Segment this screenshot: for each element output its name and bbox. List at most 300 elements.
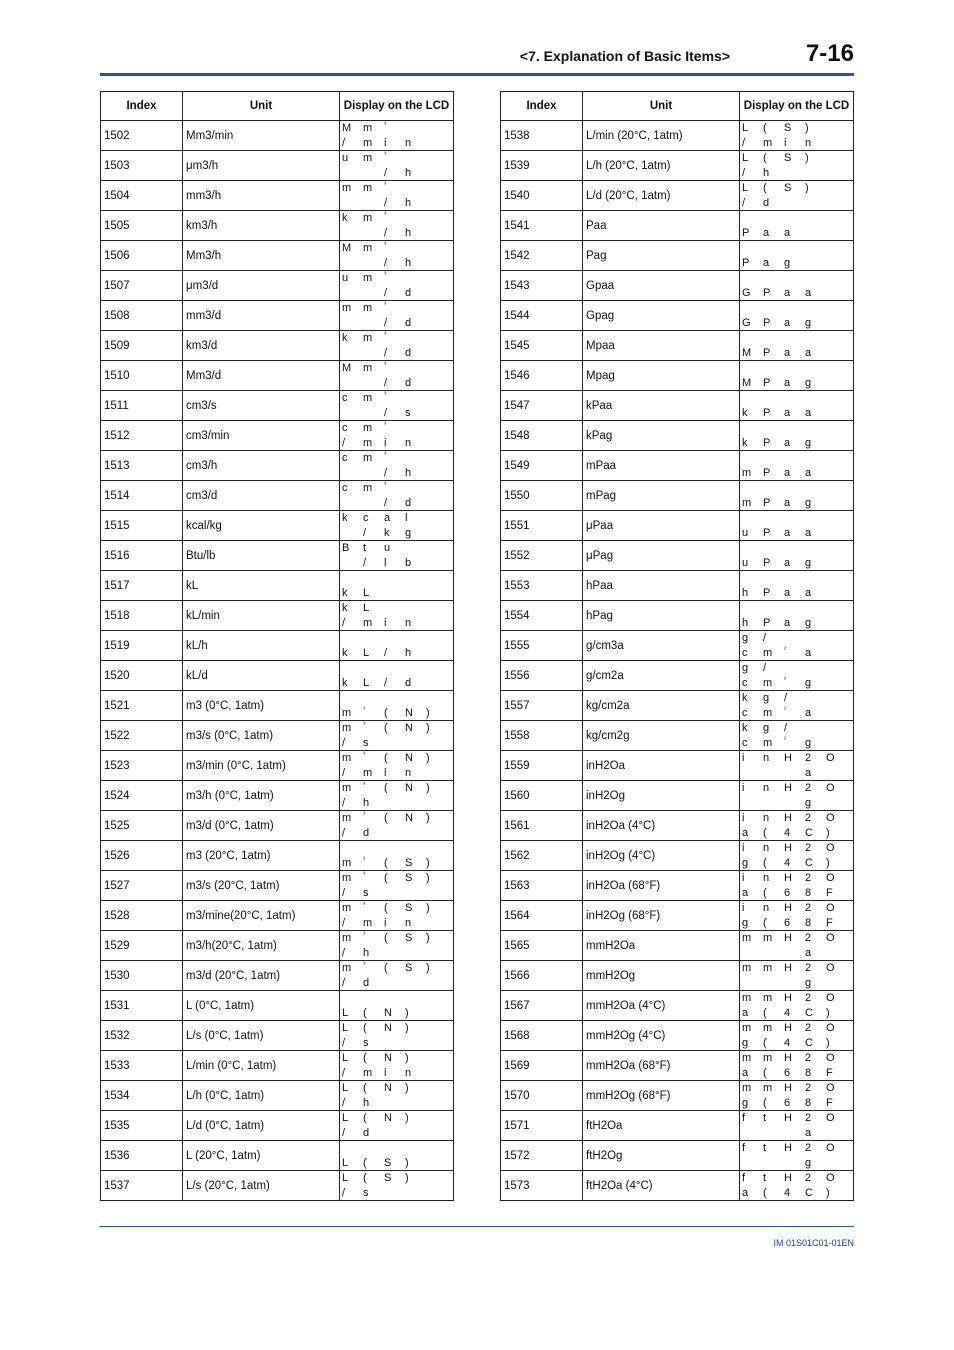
index-cell: 1520 bbox=[101, 661, 183, 691]
unit-cell: Paa bbox=[583, 211, 740, 241]
table-row bbox=[101, 841, 454, 871]
lcd-char: c bbox=[742, 706, 748, 719]
lcd-line bbox=[340, 181, 453, 196]
lcd-char: d bbox=[405, 286, 412, 299]
unit-table-left bbox=[100, 91, 454, 1201]
lcd-char bbox=[826, 736, 847, 751]
lcd-line bbox=[340, 421, 453, 436]
lcd-char: ( bbox=[384, 902, 388, 914]
lcd-char: k bbox=[342, 586, 348, 599]
lcd-char: i bbox=[384, 616, 387, 629]
table-row bbox=[501, 1051, 854, 1081]
lcd-char: 4 bbox=[784, 856, 791, 869]
table-row bbox=[501, 451, 854, 481]
lcd-line bbox=[340, 661, 453, 676]
lcd-char: C bbox=[805, 1006, 813, 1019]
lcd-display-cell bbox=[740, 511, 854, 541]
unit-cell: mmH2Oa (4°C) bbox=[583, 991, 740, 1021]
lcd-char bbox=[805, 661, 826, 676]
lcd-char bbox=[742, 946, 763, 961]
lcd-display-cell bbox=[740, 451, 854, 481]
table-row bbox=[101, 391, 454, 421]
lcd-display-cell bbox=[740, 871, 854, 901]
lcd-display-cell bbox=[340, 571, 454, 601]
lcd-char: F bbox=[826, 886, 833, 899]
lcd-char: 4 bbox=[784, 1186, 791, 1199]
index-cell: 1556 bbox=[501, 661, 583, 691]
lcd-char bbox=[763, 511, 784, 526]
lcd-char: 4 bbox=[784, 826, 791, 839]
lcd-char bbox=[763, 451, 784, 466]
lcd-char: C bbox=[805, 856, 813, 869]
lcd-char: n bbox=[763, 902, 770, 914]
lcd-char: u bbox=[342, 152, 349, 164]
lcd-char: g bbox=[742, 916, 749, 929]
unit-cell: m3 (0°C, 1atm) bbox=[183, 691, 340, 721]
lcd-display-cell bbox=[740, 721, 854, 751]
lcd-line bbox=[740, 316, 853, 331]
lcd-char: ³ bbox=[384, 362, 386, 368]
lcd-char: d bbox=[763, 196, 770, 209]
lcd-char: ) bbox=[426, 812, 430, 824]
lcd-char: L bbox=[342, 1082, 349, 1094]
lcd-char: c bbox=[342, 422, 348, 434]
lcd-display-cell bbox=[340, 1021, 454, 1051]
lcd-line bbox=[340, 601, 453, 616]
lcd-char: m bbox=[342, 722, 352, 734]
table-row bbox=[501, 631, 854, 661]
lcd-char bbox=[342, 691, 363, 706]
lcd-char bbox=[384, 946, 405, 961]
index-cell: 1516 bbox=[101, 541, 183, 571]
lcd-char bbox=[342, 316, 363, 331]
lcd-line bbox=[740, 841, 853, 856]
lcd-char: g bbox=[405, 526, 412, 539]
lcd-line bbox=[740, 601, 853, 616]
lcd-char: 4 bbox=[784, 1006, 791, 1019]
lcd-char: a bbox=[763, 226, 770, 239]
lcd-line bbox=[340, 1111, 453, 1126]
lcd-char: / bbox=[342, 1096, 346, 1109]
lcd-char: ( bbox=[384, 782, 388, 794]
index-cell: 1518 bbox=[101, 601, 183, 631]
table-row bbox=[101, 661, 454, 691]
lcd-line bbox=[740, 721, 853, 736]
lcd-char bbox=[426, 1126, 447, 1141]
lcd-char bbox=[826, 181, 847, 196]
lcd-line bbox=[740, 241, 853, 256]
lcd-line bbox=[740, 661, 853, 676]
lcd-char: / bbox=[384, 466, 388, 479]
lcd-char: k bbox=[342, 512, 348, 524]
table-row bbox=[101, 121, 454, 151]
lcd-char bbox=[784, 196, 805, 211]
lcd-char bbox=[405, 586, 426, 601]
lcd-char: L bbox=[363, 586, 370, 599]
lcd-char: ( bbox=[763, 1096, 767, 1109]
lcd-char: ³ bbox=[384, 182, 386, 188]
table-row bbox=[101, 301, 454, 331]
lcd-char: k bbox=[342, 212, 348, 224]
index-cell: 1515 bbox=[101, 511, 183, 541]
index-cell: 1563 bbox=[501, 871, 583, 901]
unit-cell: m3 (20°C, 1atm) bbox=[183, 841, 340, 871]
lcd-char bbox=[405, 391, 426, 406]
index-cell: 1509 bbox=[101, 331, 183, 361]
lcd-char: h bbox=[405, 256, 412, 269]
lcd-char bbox=[805, 451, 826, 466]
lcd-char bbox=[742, 481, 763, 496]
lcd-char: a bbox=[784, 226, 791, 239]
lcd-char bbox=[405, 841, 426, 856]
lcd-char bbox=[363, 256, 384, 271]
lcd-char: ( bbox=[384, 962, 388, 974]
lcd-char: n bbox=[763, 842, 770, 854]
lcd-line bbox=[340, 286, 453, 301]
lcd-char bbox=[763, 391, 784, 406]
lcd-char bbox=[426, 286, 447, 301]
unit-cell: Mpag bbox=[583, 361, 740, 391]
lcd-char bbox=[384, 631, 405, 646]
unit-cell: Gpag bbox=[583, 301, 740, 331]
lcd-char bbox=[805, 361, 826, 376]
lcd-char bbox=[826, 271, 847, 286]
lcd-char: d bbox=[405, 496, 412, 509]
lcd-char bbox=[405, 991, 426, 1006]
lcd-char: g bbox=[805, 976, 812, 989]
lcd-display-cell bbox=[340, 301, 454, 331]
unit-cell: L/min (20°C, 1atm) bbox=[583, 121, 740, 151]
lcd-char bbox=[784, 451, 805, 466]
lcd-display-cell bbox=[740, 1081, 854, 1111]
lcd-char bbox=[742, 301, 763, 316]
lcd-char: M bbox=[742, 376, 752, 389]
lcd-char bbox=[784, 211, 805, 226]
lcd-line bbox=[740, 181, 853, 196]
lcd-line bbox=[740, 631, 853, 646]
lcd-line bbox=[740, 481, 853, 496]
lcd-char: m bbox=[763, 1022, 773, 1034]
unit-cell: inH2Og bbox=[583, 781, 740, 811]
lcd-char: / bbox=[742, 136, 746, 149]
lcd-char: / bbox=[384, 496, 388, 509]
lcd-char: / bbox=[342, 1186, 346, 1199]
lcd-display-cell bbox=[740, 211, 854, 241]
unit-cell: L (20°C, 1atm) bbox=[183, 1141, 340, 1171]
table-row bbox=[501, 721, 854, 751]
lcd-char bbox=[384, 736, 405, 751]
index-cell: 1561 bbox=[501, 811, 583, 841]
lcd-char: i bbox=[384, 766, 387, 779]
lcd-char bbox=[405, 796, 426, 811]
index-cell: 1573 bbox=[501, 1171, 583, 1201]
index-cell: 1537 bbox=[101, 1171, 183, 1201]
lcd-char bbox=[784, 571, 805, 586]
lcd-char: P bbox=[763, 466, 771, 479]
lcd-char bbox=[426, 841, 447, 856]
index-cell: 1502 bbox=[101, 121, 183, 151]
index-cell: 1568 bbox=[501, 1021, 583, 1051]
lcd-display-cell bbox=[740, 301, 854, 331]
lcd-char bbox=[742, 391, 763, 406]
index-cell: 1531 bbox=[101, 991, 183, 1021]
lcd-display-cell bbox=[340, 541, 454, 571]
lcd-char: ) bbox=[405, 1022, 409, 1034]
lcd-char: a bbox=[805, 766, 812, 779]
table-row bbox=[501, 151, 854, 181]
lcd-line bbox=[740, 901, 853, 916]
lcd-char: / bbox=[384, 256, 388, 269]
lcd-line bbox=[740, 391, 853, 406]
lcd-char: f bbox=[742, 1172, 746, 1184]
lcd-line bbox=[740, 1096, 853, 1111]
index-cell: 1530 bbox=[101, 961, 183, 991]
lcd-char: G bbox=[742, 316, 751, 329]
lcd-line bbox=[740, 271, 853, 286]
lcd-char bbox=[363, 991, 384, 1006]
lcd-char bbox=[742, 541, 763, 556]
unit-cell: inH2Og (4°C) bbox=[583, 841, 740, 871]
unit-cell: cm3/h bbox=[183, 451, 340, 481]
lcd-char bbox=[826, 661, 847, 676]
lcd-char bbox=[826, 601, 847, 616]
lcd-line bbox=[740, 691, 853, 706]
lcd-char: ) bbox=[426, 872, 430, 884]
lcd-line bbox=[340, 436, 453, 451]
unit-cell: L/s (0°C, 1atm) bbox=[183, 1021, 340, 1051]
lcd-char: m bbox=[742, 496, 752, 509]
column-header-index: Index bbox=[101, 92, 183, 121]
lcd-line bbox=[340, 631, 453, 646]
lcd-char: M bbox=[342, 362, 352, 374]
lcd-line bbox=[740, 421, 853, 436]
lcd-line bbox=[740, 1186, 853, 1201]
lcd-char: k bbox=[742, 436, 748, 449]
lcd-line bbox=[740, 466, 853, 481]
table-row bbox=[101, 991, 454, 1021]
lcd-line bbox=[340, 481, 453, 496]
lcd-char: n bbox=[405, 766, 412, 779]
lcd-char: O bbox=[826, 1172, 835, 1184]
lcd-char bbox=[342, 841, 363, 856]
lcd-char: G bbox=[742, 286, 751, 299]
lcd-char: ( bbox=[763, 916, 767, 929]
lcd-char bbox=[342, 526, 363, 541]
lcd-char bbox=[784, 601, 805, 616]
lcd-char: ³ bbox=[384, 452, 386, 458]
unit-cell: kPag bbox=[583, 421, 740, 451]
lcd-char: / bbox=[363, 526, 367, 539]
lcd-char: ) bbox=[805, 152, 809, 164]
lcd-char bbox=[405, 1186, 426, 1201]
index-cell: 1528 bbox=[101, 901, 183, 931]
lcd-char bbox=[426, 1171, 447, 1186]
lcd-line bbox=[740, 346, 853, 361]
table-row bbox=[101, 211, 454, 241]
lcd-char bbox=[405, 661, 426, 676]
lcd-char: c bbox=[342, 452, 348, 464]
lcd-char: 2 bbox=[805, 782, 812, 794]
unit-cell: mPag bbox=[583, 481, 740, 511]
lcd-char: 2 bbox=[805, 1142, 812, 1154]
lcd-char bbox=[384, 886, 405, 901]
unit-cell: cm3/min bbox=[183, 421, 340, 451]
lcd-line bbox=[740, 736, 853, 751]
table-row bbox=[501, 301, 854, 331]
lcd-char bbox=[763, 211, 784, 226]
lcd-char: h bbox=[405, 646, 412, 659]
lcd-char: a bbox=[805, 586, 812, 599]
lcd-char: g bbox=[805, 316, 812, 329]
table-header-row bbox=[101, 92, 454, 121]
index-cell: 1565 bbox=[501, 931, 583, 961]
lcd-char: N bbox=[405, 752, 413, 764]
lcd-char: ) bbox=[826, 1006, 830, 1019]
lcd-char: i bbox=[784, 136, 787, 149]
lcd-char bbox=[342, 166, 363, 181]
unit-cell: L/min (0°C, 1atm) bbox=[183, 1051, 340, 1081]
table-row bbox=[101, 781, 454, 811]
lcd-char: i bbox=[384, 136, 387, 149]
footer-rule bbox=[100, 1226, 854, 1227]
table-row bbox=[101, 1141, 454, 1171]
lcd-char bbox=[426, 436, 447, 451]
lcd-char: P bbox=[742, 256, 750, 269]
index-cell: 1553 bbox=[501, 571, 583, 601]
lcd-char bbox=[342, 631, 363, 646]
lcd-char: H bbox=[784, 932, 792, 944]
lcd-char: ) bbox=[426, 782, 430, 794]
lcd-char: ( bbox=[384, 812, 388, 824]
unit-cell: mmH2Og (68°F) bbox=[583, 1081, 740, 1111]
lcd-char bbox=[426, 1006, 447, 1021]
lcd-char: / bbox=[342, 616, 346, 629]
lcd-display-cell bbox=[340, 481, 454, 511]
lcd-char bbox=[826, 616, 847, 631]
lcd-char: 6 bbox=[784, 916, 791, 929]
lcd-char: / bbox=[342, 1066, 346, 1079]
lcd-line bbox=[740, 1141, 853, 1156]
lcd-char bbox=[763, 1156, 784, 1171]
lcd-char: g bbox=[805, 556, 812, 569]
lcd-char bbox=[405, 1036, 426, 1051]
lcd-line bbox=[340, 271, 453, 286]
lcd-char: N bbox=[384, 1052, 392, 1064]
index-cell: 1538 bbox=[501, 121, 583, 151]
lcd-display-cell bbox=[740, 901, 854, 931]
lcd-char bbox=[426, 1141, 447, 1156]
lcd-line bbox=[740, 886, 853, 901]
lcd-display-cell bbox=[740, 391, 854, 421]
lcd-char: m bbox=[342, 182, 352, 194]
lcd-char: k bbox=[742, 722, 748, 734]
lcd-line bbox=[340, 301, 453, 316]
lcd-char: ( bbox=[384, 752, 388, 764]
unit-cell: L/s (20°C, 1atm) bbox=[183, 1171, 340, 1201]
lcd-char bbox=[405, 361, 426, 376]
lcd-char bbox=[763, 421, 784, 436]
table-row bbox=[501, 541, 854, 571]
index-cell: 1554 bbox=[501, 601, 583, 631]
lcd-char: g bbox=[742, 1036, 749, 1049]
lcd-line bbox=[740, 286, 853, 301]
index-cell: 1506 bbox=[101, 241, 183, 271]
table-row bbox=[501, 1141, 854, 1171]
lcd-display-cell bbox=[740, 571, 854, 601]
lcd-char bbox=[805, 331, 826, 346]
lcd-line bbox=[740, 1111, 853, 1126]
lcd-char: ) bbox=[805, 182, 809, 194]
lcd-char bbox=[826, 451, 847, 466]
lcd-char: O bbox=[826, 902, 835, 914]
lcd-display-cell bbox=[340, 151, 454, 181]
table-row bbox=[501, 211, 854, 241]
table-row bbox=[101, 481, 454, 511]
lcd-char: P bbox=[763, 316, 771, 329]
lcd-char bbox=[405, 601, 426, 616]
lcd-char bbox=[384, 796, 405, 811]
unit-cell: kcal/kg bbox=[183, 511, 340, 541]
lcd-char: ³ bbox=[384, 122, 386, 128]
lcd-char: F bbox=[826, 1096, 833, 1109]
lcd-char: m bbox=[763, 136, 773, 149]
lcd-display-cell bbox=[340, 841, 454, 871]
lcd-char bbox=[763, 331, 784, 346]
index-cell: 1541 bbox=[501, 211, 583, 241]
lcd-line bbox=[740, 1006, 853, 1021]
lcd-char bbox=[826, 406, 847, 421]
lcd-char: ³ bbox=[384, 332, 386, 338]
lcd-char: m bbox=[763, 1082, 773, 1094]
lcd-char: c bbox=[742, 676, 748, 689]
lcd-char bbox=[742, 271, 763, 286]
lcd-char: N bbox=[384, 1082, 392, 1094]
lcd-display-cell bbox=[740, 751, 854, 781]
lcd-char bbox=[805, 271, 826, 286]
table-row bbox=[101, 541, 454, 571]
lcd-char bbox=[405, 736, 426, 751]
lcd-char: g bbox=[805, 376, 812, 389]
table-row bbox=[101, 571, 454, 601]
lcd-char: S bbox=[405, 962, 413, 974]
lcd-char bbox=[426, 1021, 447, 1036]
lcd-char bbox=[426, 1186, 447, 1201]
lcd-line bbox=[740, 151, 853, 166]
lcd-char: d bbox=[405, 676, 412, 689]
unit-cell: Gpaa bbox=[583, 271, 740, 301]
lcd-char: / bbox=[384, 646, 388, 659]
lcd-display-cell bbox=[340, 271, 454, 301]
lcd-char bbox=[384, 691, 405, 706]
lcd-display-cell bbox=[740, 841, 854, 871]
lcd-char: P bbox=[763, 586, 771, 599]
lcd-char: l bbox=[405, 512, 408, 524]
lcd-display-cell bbox=[740, 1171, 854, 1201]
lcd-char bbox=[363, 286, 384, 301]
lcd-char bbox=[426, 136, 447, 151]
table-row bbox=[101, 691, 454, 721]
lcd-line bbox=[340, 151, 453, 166]
lcd-char bbox=[426, 526, 447, 541]
table-row bbox=[101, 1111, 454, 1141]
lcd-char bbox=[405, 331, 426, 346]
lcd-char bbox=[426, 1096, 447, 1111]
lcd-char: m bbox=[363, 332, 373, 344]
lcd-char bbox=[405, 631, 426, 646]
lcd-char bbox=[826, 706, 847, 721]
lcd-line bbox=[740, 1066, 853, 1081]
lcd-line bbox=[740, 781, 853, 796]
